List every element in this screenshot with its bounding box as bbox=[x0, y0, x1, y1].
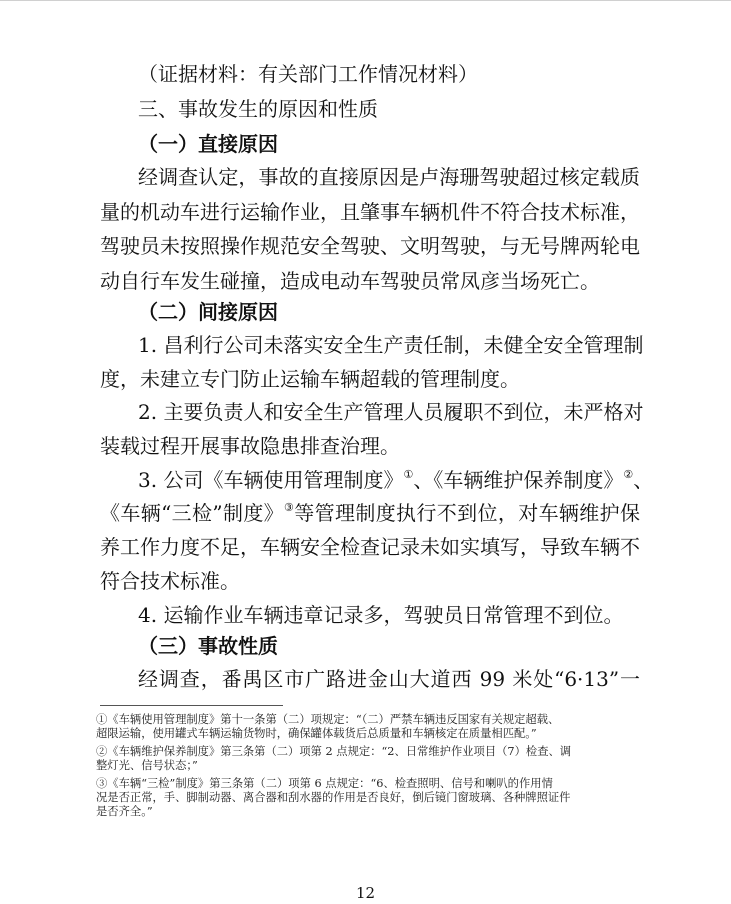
item3-text: 《车辆“三检”制度》 bbox=[100, 501, 285, 525]
direct-cause-line: 动自行车发生碰撞，造成电动车驾驶员常凤彦当场死亡。 bbox=[100, 269, 600, 293]
item3-text: 3. 公司《车辆使用管理制度》 bbox=[138, 468, 404, 492]
footnote-ref-1: ① bbox=[403, 468, 414, 481]
footnote-line: ②《车辆维护保养制度》第三条第（二）项第 2 点规定：“2、日常维护作业项目（7）检查、调 bbox=[96, 745, 572, 758]
footnote-ref-3: ③ bbox=[284, 501, 295, 514]
direct-cause-line: 量的机动车进行运输作业，且肇事车辆机件不符合技术标准， bbox=[100, 200, 640, 224]
section-heading: 三、事故发生的原因和性质 bbox=[138, 97, 378, 121]
item3-text: 等管理制度执行不到位，对车辆维护保 bbox=[294, 501, 640, 525]
evidence-note: （证据材料：有关部门工作情况材料） bbox=[138, 62, 478, 86]
direct-cause-line: 经调查认定，事故的直接原因是卢海珊驾驶超过核定载质 bbox=[138, 165, 640, 189]
indirect-item-4-line: 4. 运输作业车辆违章记录多，驾驶员日常管理不到位。 bbox=[138, 603, 624, 627]
footnote-line: 超限运输，使用罐式车辆运输货物时，确保罐体载货后总质量和车辆核定在质量相匹配。” bbox=[96, 727, 537, 740]
footnote-line: 整灯光、信号状态；” bbox=[96, 759, 198, 772]
item3-text: 、 bbox=[633, 468, 654, 492]
direct-cause-line: 驾驶员未按照操作规范安全驾驶、文明驾驶，与无号牌两轮电 bbox=[100, 234, 640, 258]
indirect-cause-heading: （二）间接原因 bbox=[138, 300, 278, 324]
indirect-item-1-line: 1. 昌利行公司未落实安全生产责任制，未健全安全管理制 bbox=[138, 333, 644, 357]
indirect-item-3-line bbox=[100, 501, 640, 525]
footnote-ref-2: ② bbox=[623, 468, 634, 481]
nature-heading: （三）事故性质 bbox=[138, 634, 278, 658]
indirect-item-2-line: 2. 主要负责人和安全生产管理人员履职不到位，未严格对 bbox=[138, 400, 644, 424]
item3-text: 、《车辆维护保养制度》 bbox=[413, 468, 624, 492]
footnote-line: 况是否正常，手、脚制动器、离合器和刮水器的作用是否良好，倒后镜门窗玻璃、各种牌照证件 bbox=[96, 791, 571, 804]
direct-cause-heading: （一）直接原因 bbox=[138, 132, 278, 156]
indirect-item-3-line bbox=[138, 468, 654, 492]
footnote-divider bbox=[100, 705, 283, 706]
indirect-item-3-line: 符合技术标准。 bbox=[100, 569, 240, 593]
indirect-item-1-line: 度，未建立专门防止运输车辆超载的管理制度。 bbox=[100, 367, 520, 391]
page-number: 12 bbox=[355, 884, 376, 902]
indirect-item-3-line: 养工作力度不足，车辆安全检查记录未如实填写，导致车辆不 bbox=[100, 535, 640, 559]
footnote-line: 是否齐全。” bbox=[96, 805, 153, 818]
footnote-line: ①《车辆使用管理制度》第十一条第（二）项规定：“（二）严禁车辆违反国家有关规定超载、 bbox=[96, 713, 560, 726]
indirect-item-2-line: 装载过程开展事故隐患排查治理。 bbox=[100, 434, 400, 458]
footnote-line: ③《车辆“三检”制度》第三条第（二）项第 6 点规定：“6、检查照明、信号和喇叭的作用情 bbox=[96, 777, 553, 790]
nature-line: 经调查，番禺区市广路进金山大道西 99 米处“6·13”一 bbox=[138, 667, 640, 691]
